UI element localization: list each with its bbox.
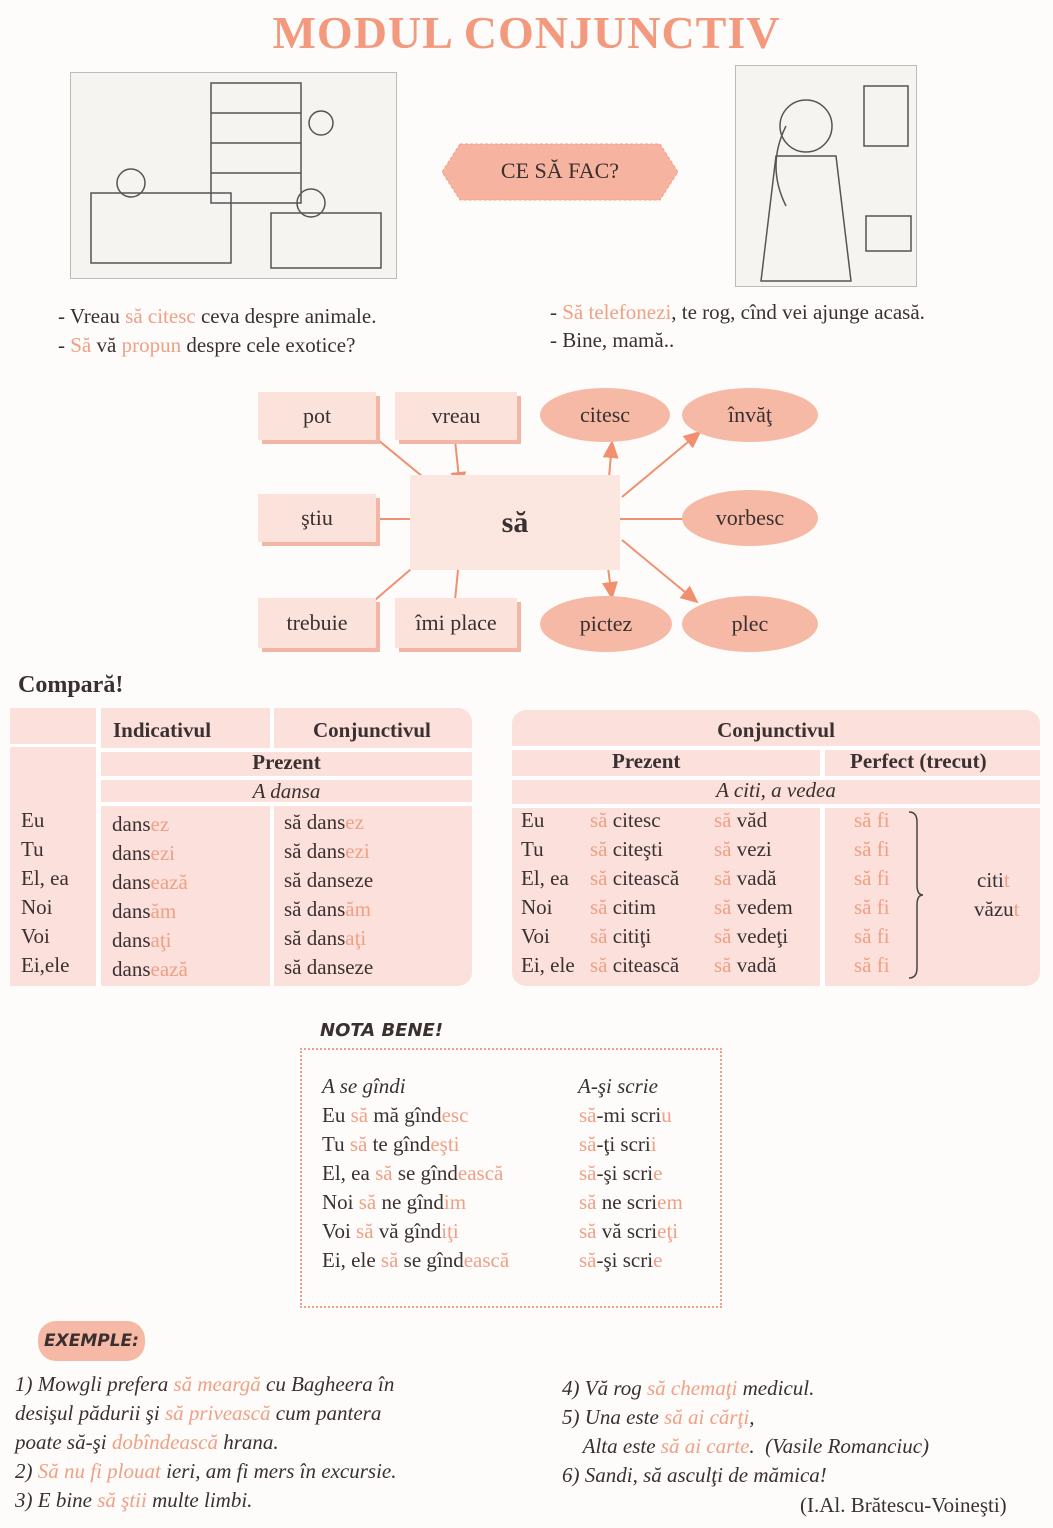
- highlighted-text: e: [653, 1248, 663, 1272]
- library-sketch-icon: [71, 73, 396, 278]
- highlighted-text: să privească: [164, 1401, 271, 1425]
- word-pot: pot: [258, 392, 376, 440]
- tense-perfect: Perfect (trecut): [850, 749, 987, 773]
- conjugation-row: [579, 1188, 683, 1217]
- text: să danseze: [284, 868, 374, 892]
- example-1b: [15, 1401, 381, 1426]
- dialog-right-1: [550, 300, 925, 325]
- highlighted-text: să: [380, 1248, 399, 1272]
- conjugation-row: [579, 1246, 683, 1275]
- text: hrana.: [217, 1430, 279, 1454]
- header-indicativul: Indicativul: [113, 718, 212, 742]
- text: -: [58, 333, 71, 357]
- example-4: [562, 1376, 814, 1401]
- text: să dans: [284, 810, 346, 834]
- page-title: MODUL CONJUNCTIV: [272, 7, 781, 58]
- perfect-aux-column: [854, 806, 890, 980]
- highlighted-text: ăm: [150, 899, 177, 923]
- text: să dans: [284, 839, 346, 863]
- conjugation-row: [284, 924, 373, 953]
- highlighted-text: aţi: [345, 926, 367, 950]
- highlighted-text: e: [653, 1161, 663, 1185]
- text: mă gînd: [368, 1103, 442, 1127]
- word-imi-place: îmi place: [395, 598, 517, 648]
- highlighted-text: să: [356, 1219, 374, 1243]
- text: -ţi scri: [596, 1132, 651, 1156]
- pronoun-column: [21, 806, 69, 980]
- word-stiu: ştiu: [258, 494, 376, 542]
- arrow-invat: [622, 432, 700, 497]
- highlighted-text: ează: [150, 870, 188, 894]
- text: dans: [112, 899, 151, 923]
- conjugation-row: [112, 810, 188, 839]
- example-5b: [562, 1434, 929, 1459]
- highlighted-text: să: [375, 1161, 393, 1185]
- highlighted-text: să ai cărţi: [664, 1405, 750, 1429]
- text: cu Bagheera în: [260, 1372, 395, 1396]
- text: multe limbi.: [146, 1488, 253, 1512]
- conjugation-row: [579, 1130, 683, 1159]
- highlighted-text: să: [714, 808, 732, 832]
- conjugation-row: [714, 864, 793, 893]
- text: vă gînd: [373, 1219, 442, 1243]
- highlighted-text: Să: [70, 333, 92, 357]
- highlighted-text: Să telefonezi: [562, 300, 672, 324]
- highlighted-text: aţi: [150, 928, 172, 952]
- text: dans: [112, 841, 151, 865]
- conjugation-row: [112, 897, 188, 926]
- conjugation-row: [112, 839, 188, 868]
- highlighted-text: ez: [345, 810, 364, 834]
- citi-column: [590, 806, 679, 980]
- list-row: El, ea: [21, 866, 69, 890]
- text: se gînd: [392, 1161, 458, 1185]
- list-row: Noi: [521, 895, 553, 919]
- conjugation-row: [714, 922, 793, 951]
- highlighted-text: să: [579, 1248, 597, 1272]
- text: 2): [15, 1459, 38, 1483]
- text: medicul.: [737, 1376, 815, 1400]
- highlighted-text: să ştii: [97, 1488, 147, 1512]
- conjugation-row: [322, 1159, 509, 1188]
- text: , te rog, cînd vei ajunge acasă.: [671, 300, 925, 324]
- verb-a-dansa: A dansa: [252, 779, 321, 803]
- illustration-library-readers: [70, 72, 397, 279]
- question-badge: [440, 140, 680, 204]
- examples-badge: EXEMPLE:: [38, 1321, 145, 1361]
- text: -şi scri: [596, 1161, 654, 1185]
- highlighted-text: dobîndească: [111, 1430, 218, 1454]
- conjugation-row: [322, 1246, 509, 1275]
- text: Voi: [322, 1219, 357, 1243]
- highlighted-text: să chemaţi: [646, 1376, 738, 1400]
- highlighted-text: ezi: [345, 839, 370, 863]
- dialog-right-2: [550, 328, 674, 353]
- text: dans: [112, 870, 151, 894]
- highlighted-text: esc: [441, 1103, 469, 1127]
- header-conjunctivul: Conjunctivul: [313, 718, 431, 742]
- conjugation-row: [579, 1101, 683, 1130]
- example-6: [562, 1463, 827, 1488]
- dialog-left-1: [58, 304, 376, 329]
- list-row: să fi: [854, 866, 890, 890]
- list-row: Eu: [21, 808, 45, 832]
- list-row: Tu: [21, 837, 44, 861]
- highlighted-text: să: [590, 837, 608, 861]
- text: 4) Vă rog: [562, 1376, 647, 1400]
- conjugation-row: [590, 806, 679, 835]
- highlighted-text: ează: [150, 957, 188, 981]
- list-row: Eu: [521, 808, 545, 832]
- scrie-conjugation: [579, 1101, 683, 1275]
- highlighted-text: im: [443, 1190, 467, 1214]
- gindi-conjugation: [322, 1101, 509, 1275]
- conjugation-row: [579, 1217, 683, 1246]
- arrow-plec: [622, 540, 697, 602]
- highlighted-text: să: [714, 895, 732, 919]
- text: ieri, am fi mers în excursie.: [160, 1459, 397, 1483]
- text: poate să-şi: [15, 1430, 112, 1454]
- conjunctive-column: [284, 808, 373, 982]
- text: citească: [607, 866, 680, 890]
- conjugation-row: [714, 951, 793, 980]
- text: ,: [749, 1405, 755, 1429]
- highlighted-text: să: [579, 1190, 597, 1214]
- highlighted-text: ezi: [150, 841, 175, 865]
- pronoun-column-right: [521, 806, 575, 980]
- highlighted-text: ez: [150, 812, 170, 836]
- text: ne gînd: [376, 1190, 444, 1214]
- conjugation-row: [112, 868, 188, 897]
- list-row: Voi: [21, 924, 50, 948]
- highlighted-text: să meargă: [173, 1372, 261, 1396]
- text: citesc: [607, 808, 661, 832]
- highlighted-text: să: [579, 1103, 597, 1127]
- text: să dans: [284, 897, 346, 921]
- text: -: [550, 300, 563, 324]
- nota-bene-box: [300, 1048, 722, 1308]
- example-5a: [562, 1405, 754, 1430]
- highlighted-text: ească: [457, 1161, 504, 1185]
- verb-a-citi-a-vedea: A citi, a vedea: [716, 778, 836, 802]
- text: citim: [607, 895, 656, 919]
- example-1a: [15, 1372, 394, 1397]
- word-vreau: vreau: [395, 392, 517, 440]
- text: vedeţi: [731, 924, 789, 948]
- text: 3) E bine: [15, 1488, 98, 1512]
- text: vezi: [731, 837, 772, 861]
- nota-bene-title: NOTA BENE!: [320, 1020, 444, 1041]
- highlighted-text: i: [650, 1132, 657, 1156]
- highlighted-text: să: [590, 953, 608, 977]
- list-row: Noi: [21, 895, 53, 919]
- text: ne scri: [596, 1190, 658, 1214]
- text: citească: [607, 953, 680, 977]
- conjugation-row: [590, 835, 679, 864]
- text: El, ea: [322, 1161, 376, 1185]
- highlighted-text: să: [714, 953, 732, 977]
- table-dansa: [10, 708, 472, 986]
- text: vă scri: [596, 1219, 658, 1243]
- highlighted-text: să: [349, 1132, 368, 1156]
- list-row: să fi: [854, 953, 890, 977]
- conjugation-row: [284, 808, 373, 837]
- dialog-left-2: [58, 333, 355, 358]
- list-row: să fi: [854, 895, 890, 919]
- list-row: să fi: [854, 837, 890, 861]
- highlighted-text: ească: [463, 1248, 510, 1272]
- girl-phone-sketch-icon: [736, 66, 916, 286]
- highlighted-text: u: [661, 1103, 672, 1127]
- text: să danseze: [284, 955, 374, 979]
- highlighted-text: t: [1003, 868, 1010, 892]
- text: Eu: [322, 1103, 351, 1127]
- highlighted-text: să: [590, 895, 608, 919]
- conjugation-row: [284, 895, 373, 924]
- conjugation-row: [714, 835, 793, 864]
- text: vadă: [731, 866, 777, 890]
- illustration-girl-phone: [735, 65, 917, 287]
- verb-a-se-gindi: A se gîndi: [322, 1074, 406, 1098]
- text: vedem: [731, 895, 793, 919]
- text: Tu: [322, 1132, 350, 1156]
- conjugation-row: [322, 1130, 509, 1159]
- conjugation-row: [590, 951, 679, 980]
- highlighted-text: eşti: [430, 1132, 460, 1156]
- conjugation-row: [579, 1159, 683, 1188]
- conjugation-row: [590, 864, 679, 893]
- brace-icon: [907, 810, 927, 980]
- conjugation-row: [112, 955, 188, 984]
- highlighted-text: propun: [121, 333, 182, 357]
- header-conjunctivul-right: Conjunctivul: [717, 718, 835, 742]
- participle-citit: [977, 868, 1010, 893]
- text: dans: [112, 812, 151, 836]
- text: se gînd: [398, 1248, 464, 1272]
- highlighted-text: să: [590, 808, 608, 832]
- highlighted-text: să: [350, 1103, 369, 1127]
- conjugation-row: [284, 837, 373, 866]
- text: Ei, ele: [322, 1248, 381, 1272]
- text: dans: [112, 928, 151, 952]
- text: 5) Una este: [562, 1405, 665, 1429]
- highlighted-text: să: [358, 1190, 377, 1214]
- highlighted-text: să: [579, 1132, 597, 1156]
- text: citi: [977, 868, 1004, 892]
- center-word-sa: să: [410, 475, 620, 570]
- text: 1) Mowgli prefera: [15, 1372, 174, 1396]
- compare-label: Compară!: [18, 672, 124, 698]
- tense-prezent-right: Prezent: [612, 749, 681, 773]
- list-row: Voi: [521, 924, 550, 948]
- highlighted-text: să: [714, 924, 732, 948]
- conjugation-row: [284, 953, 373, 982]
- text: cum pantera: [270, 1401, 382, 1425]
- highlighted-text: să: [579, 1161, 597, 1185]
- highlighted-text: Să nu fi plouat: [37, 1459, 161, 1483]
- tense-prezent: Prezent: [252, 750, 321, 774]
- attribution: (I.Al. Brătescu-Voineşti): [800, 1493, 1007, 1517]
- text: citeşti: [607, 837, 663, 861]
- list-row: să fi: [854, 808, 890, 832]
- text: -mi scri: [596, 1103, 662, 1127]
- text: Alta este: [562, 1434, 661, 1458]
- text: - Bine, mamă..: [550, 328, 675, 352]
- conjugation-row: [112, 926, 188, 955]
- text: văd: [731, 808, 768, 832]
- text: vă: [91, 333, 122, 357]
- table-citi-vedea: [512, 710, 1040, 986]
- verb-a-si-scrie: A-şi scrie: [578, 1074, 658, 1098]
- conjugation-row: [590, 922, 679, 951]
- text: -şi scri: [596, 1248, 654, 1272]
- conjugation-row: [322, 1188, 509, 1217]
- text: te gînd: [367, 1132, 431, 1156]
- conjugation-row: [284, 866, 373, 895]
- text: - Vreau: [58, 304, 126, 328]
- highlighted-text: eţi: [657, 1219, 679, 1243]
- example-3: [15, 1488, 252, 1513]
- text: vadă: [731, 953, 777, 977]
- text: citiţi: [607, 924, 652, 948]
- list-row: să fi: [854, 924, 890, 948]
- example-2: [15, 1459, 396, 1484]
- text: ceva despre animale.: [195, 304, 377, 328]
- text: despre cele exotice?: [181, 333, 356, 357]
- text: 6) Sandi, să asculţi de mămica!: [562, 1463, 827, 1487]
- word-citesc: citesc: [540, 388, 670, 442]
- conjugation-row: [322, 1217, 509, 1246]
- highlighted-text: să: [590, 866, 608, 890]
- highlighted-text: să: [714, 837, 732, 861]
- list-row: Ei,ele: [21, 953, 70, 977]
- text: văzu: [974, 897, 1014, 921]
- question-text: CE SĂ FAC?: [500, 158, 620, 183]
- highlighted-text: să: [590, 924, 608, 948]
- word-trebuie: trebuie: [258, 598, 376, 648]
- text: .: [749, 1434, 766, 1458]
- participle-vazut: [974, 897, 1020, 922]
- highlighted-text: să: [714, 866, 732, 890]
- list-row: Ei, ele: [521, 953, 575, 977]
- indicative-column: [112, 810, 188, 984]
- highlighted-text: t: [1013, 897, 1020, 921]
- example-1c: [15, 1430, 279, 1455]
- highlighted-text: iţi: [441, 1219, 459, 1243]
- conjugation-row: [590, 893, 679, 922]
- conjugation-row: [714, 806, 793, 835]
- text: Noi: [322, 1190, 359, 1214]
- vedea-column: [714, 806, 793, 980]
- word-invat: învăţ: [682, 388, 818, 442]
- highlighted-text: să citesc: [125, 304, 196, 328]
- highlighted-text: em: [657, 1190, 683, 1214]
- text: să dans: [284, 926, 346, 950]
- text: dans: [112, 957, 151, 981]
- word-plec: plec: [682, 596, 818, 652]
- highlighted-text: ăm: [345, 897, 371, 921]
- highlighted-text: să ai carte: [660, 1434, 750, 1458]
- highlighted-text: să: [579, 1219, 597, 1243]
- conjugation-row: [714, 893, 793, 922]
- word-pictez: pictez: [540, 596, 672, 652]
- list-row: El, ea: [521, 866, 569, 890]
- list-row: Tu: [521, 837, 544, 861]
- conjugation-row: [322, 1101, 509, 1130]
- word-vorbesc: vorbesc: [682, 490, 818, 546]
- text: (Vasile Romanciuc): [765, 1434, 930, 1458]
- text: desişul pădurii şi: [15, 1401, 165, 1425]
